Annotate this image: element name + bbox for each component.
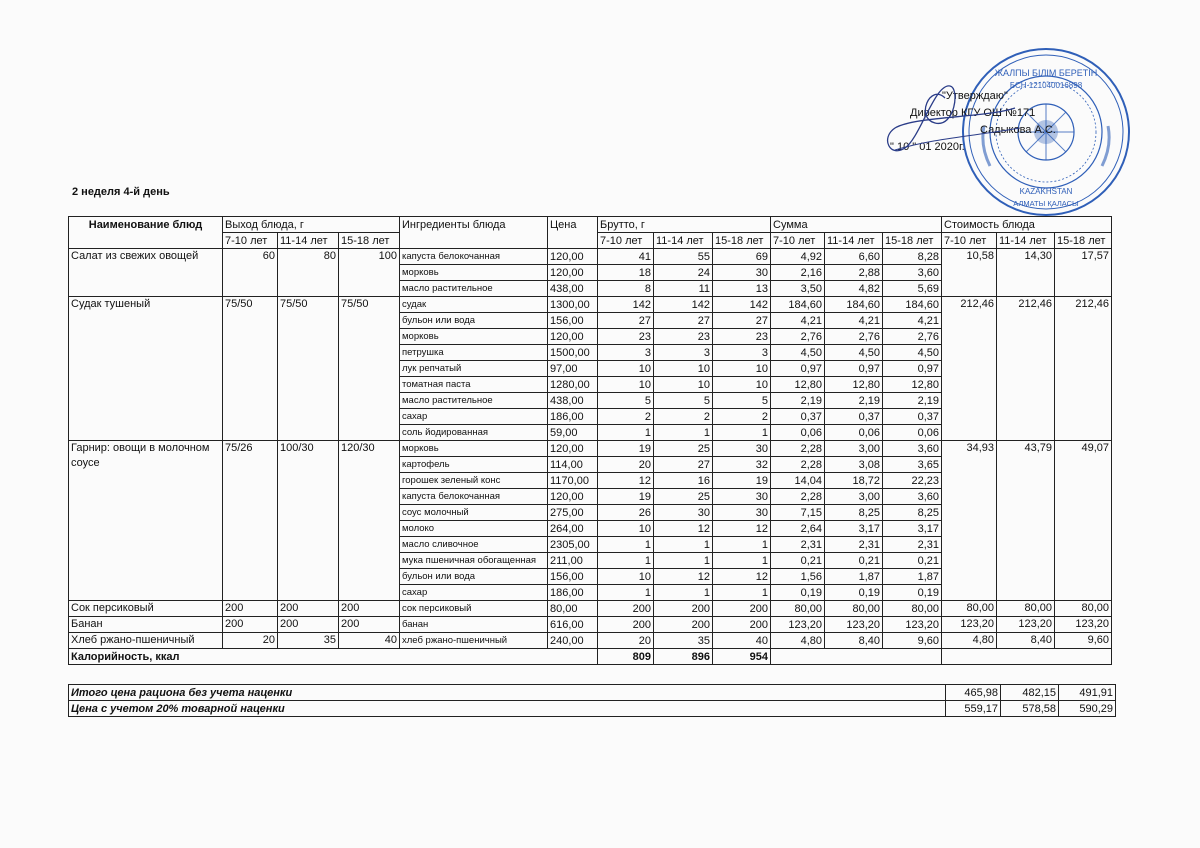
ingredient-price: 616,00 (548, 617, 598, 633)
brutto-value: 11 (654, 281, 713, 297)
dish-cost: 43,79 (997, 441, 1055, 601)
calories-value: 954 (713, 649, 771, 665)
dish-cost: 212,46 (997, 297, 1055, 441)
dish-yield: 120/30 (339, 441, 400, 601)
dish-yield: 200 (223, 617, 278, 633)
sum-value: 4,50 (883, 345, 942, 361)
sum-value: 0,21 (825, 553, 883, 569)
brutto-value: 30 (713, 489, 771, 505)
sum-value: 2,88 (825, 265, 883, 281)
approval-line-2: Директор КГУ ОШ №171 (910, 107, 1036, 119)
brutto-value: 27 (654, 457, 713, 473)
dish-yield: 35 (278, 633, 339, 649)
dish-cost: 212,46 (942, 297, 997, 441)
sum-value: 2,31 (825, 537, 883, 553)
dish-cost: 212,46 (1055, 297, 1112, 441)
sum-value: 0,37 (825, 409, 883, 425)
sum-value: 0,06 (771, 425, 825, 441)
brutto-value: 5 (598, 393, 654, 409)
sum-value: 2,19 (771, 393, 825, 409)
sum-value: 2,64 (771, 521, 825, 537)
sum-value: 4,80 (771, 633, 825, 649)
sum-value: 14,04 (771, 473, 825, 489)
ingredient-price: 156,00 (548, 569, 598, 585)
sum-value: 12,80 (771, 377, 825, 393)
ingredient-price: 120,00 (548, 249, 598, 265)
dish-cost: 123,20 (942, 617, 997, 633)
brutto-value: 69 (713, 249, 771, 265)
brutto-value: 25 (654, 441, 713, 457)
header-row-2 (69, 233, 1112, 249)
dish-yield: 200 (339, 617, 400, 633)
col-sum: Сумма (771, 217, 942, 233)
sum-value: 3,17 (825, 521, 883, 537)
sum-value: 6,60 (825, 249, 883, 265)
sum-value: 0,97 (771, 361, 825, 377)
approval-line-3: Садыкова А.С. (980, 124, 1056, 136)
sum-value: 0,19 (771, 585, 825, 601)
ingredient-name: лук репчатый (400, 361, 548, 377)
sum-value: 80,00 (825, 601, 883, 617)
brutto-value: 27 (654, 313, 713, 329)
sum-value: 9,60 (883, 633, 942, 649)
ingredient-name: сок персиковый (400, 601, 548, 617)
brutto-value: 25 (654, 489, 713, 505)
brutto-value: 200 (713, 601, 771, 617)
sum-value: 5,69 (883, 281, 942, 297)
col-ingredients: Ингредиенты блюда (400, 217, 548, 233)
totals-table (68, 684, 1116, 717)
sum-value: 0,97 (883, 361, 942, 377)
sum-value: 3,60 (883, 441, 942, 457)
sum-value: 3,60 (883, 489, 942, 505)
ingredient-name: масло сливочное (400, 537, 548, 553)
ingredient-price: 438,00 (548, 281, 598, 297)
brutto-value: 200 (713, 617, 771, 633)
ingredient-name: капуста белокочанная (400, 249, 548, 265)
brutto-value: 3 (598, 345, 654, 361)
brutto-value: 1 (713, 425, 771, 441)
ingredient-name: морковь (400, 441, 548, 457)
sum-value: 2,19 (883, 393, 942, 409)
dish-cost: 80,00 (997, 601, 1055, 617)
svg-text:ЖАЛПЫ БІЛІМ БЕРЕТІН: ЖАЛПЫ БІЛІМ БЕРЕТІН (994, 68, 1098, 78)
brutto-value: 30 (713, 441, 771, 457)
dish-name: Банан (69, 617, 223, 633)
brutto-value: 1 (598, 553, 654, 569)
table-row (69, 441, 1112, 457)
calories-empty (942, 649, 1112, 665)
brutto-value: 8 (598, 281, 654, 297)
brutto-value: 20 (598, 457, 654, 473)
sum-value: 0,06 (883, 425, 942, 441)
sum-value: 2,31 (883, 537, 942, 553)
ingredient-name: молоко (400, 521, 548, 537)
total-value: 578,58 (1001, 701, 1059, 717)
total-value: 491,91 (1059, 685, 1116, 701)
table-row (69, 601, 1112, 617)
sum-value: 3,65 (883, 457, 942, 473)
brutto-value: 200 (598, 601, 654, 617)
sum-value: 3,60 (883, 265, 942, 281)
cost-age-1: 7-10 лет (942, 233, 997, 249)
col-yield: Выход блюда, г (223, 217, 400, 233)
sum-value: 184,60 (883, 297, 942, 313)
brutto-value: 27 (713, 313, 771, 329)
sum-value: 22,23 (883, 473, 942, 489)
brutto-value: 12 (654, 569, 713, 585)
dish-cost: 80,00 (942, 601, 997, 617)
sum-value: 123,20 (825, 617, 883, 633)
yield-age-2: 11-14 лет (278, 233, 339, 249)
total-value: 590,29 (1059, 701, 1116, 717)
brutto-age-1: 7-10 лет (598, 233, 654, 249)
sum-value: 2,19 (825, 393, 883, 409)
menu-table (68, 216, 1112, 665)
brutto-value: 30 (713, 505, 771, 521)
ingredient-price: 59,00 (548, 425, 598, 441)
ingredient-price: 211,00 (548, 553, 598, 569)
dish-yield: 20 (223, 633, 278, 649)
ingredient-price: 1280,00 (548, 377, 598, 393)
ingredient-name: судак (400, 297, 548, 313)
brutto-value: 19 (713, 473, 771, 489)
ingredient-name: сахар (400, 585, 548, 601)
sum-value: 4,21 (883, 313, 942, 329)
table-row (69, 633, 1112, 649)
ingredient-price: 120,00 (548, 441, 598, 457)
total-label: Итого цена рациона без учета наценки (69, 685, 946, 701)
sum-value: 0,19 (883, 585, 942, 601)
calories-value: 896 (654, 649, 713, 665)
sum-value: 8,28 (883, 249, 942, 265)
sum-value: 1,87 (825, 569, 883, 585)
brutto-value: 19 (598, 441, 654, 457)
brutto-value: 1 (713, 537, 771, 553)
sum-value: 2,76 (825, 329, 883, 345)
total-value: 559,17 (946, 701, 1001, 717)
brutto-value: 26 (598, 505, 654, 521)
calories-label: Калорийность, ккал (69, 649, 598, 665)
ingredient-price: 438,00 (548, 393, 598, 409)
sum-value: 4,50 (825, 345, 883, 361)
ingredient-name: мука пшеничная обогащенная (400, 553, 548, 569)
dish-cost: 9,60 (1055, 633, 1112, 649)
brutto-value: 12 (713, 569, 771, 585)
brutto-value: 16 (654, 473, 713, 489)
ingredient-price: 80,00 (548, 601, 598, 617)
dish-yield: 100 (339, 249, 400, 297)
sum-value: 3,08 (825, 457, 883, 473)
dish-yield: 40 (339, 633, 400, 649)
ingredient-name: банан (400, 617, 548, 633)
ingredient-name: бульон или вода (400, 569, 548, 585)
sum-value: 4,92 (771, 249, 825, 265)
brutto-value: 142 (713, 297, 771, 313)
brutto-value: 1 (598, 585, 654, 601)
dish-cost: 8,40 (997, 633, 1055, 649)
sum-value: 2,28 (771, 457, 825, 473)
ingredient-price: 264,00 (548, 521, 598, 537)
sum-value: 80,00 (771, 601, 825, 617)
sum-value: 2,76 (771, 329, 825, 345)
brutto-value: 20 (598, 633, 654, 649)
ingredient-name: капуста белокочанная (400, 489, 548, 505)
brutto-value: 32 (713, 457, 771, 473)
dish-yield: 75/26 (223, 441, 278, 601)
ingredient-name: сахар (400, 409, 548, 425)
ingredient-name: томатная паста (400, 377, 548, 393)
brutto-value: 2 (654, 409, 713, 425)
dish-cost: 34,93 (942, 441, 997, 601)
brutto-value: 12 (713, 521, 771, 537)
brutto-value: 10 (654, 377, 713, 393)
dish-cost: 4,80 (942, 633, 997, 649)
svg-text:АЛМАТЫ ҚАЛАСЫ: АЛМАТЫ ҚАЛАСЫ (1013, 199, 1079, 208)
brutto-value: 142 (654, 297, 713, 313)
brutto-value: 1 (654, 553, 713, 569)
col-dish: Наименование блюд (69, 217, 223, 233)
brutto-value: 10 (598, 377, 654, 393)
dish-name: Хлеб ржано-пшеничный (69, 633, 223, 649)
yield-age-1: 7-10 лет (223, 233, 278, 249)
brutto-value: 10 (713, 361, 771, 377)
brutto-value: 5 (713, 393, 771, 409)
ingredient-name: масло растительное (400, 393, 548, 409)
sum-value: 0,21 (771, 553, 825, 569)
sum-value: 7,15 (771, 505, 825, 521)
brutto-value: 18 (598, 265, 654, 281)
sum-value: 12,80 (883, 377, 942, 393)
col-brutto: Брутто, г (598, 217, 771, 233)
sum-value: 1,87 (883, 569, 942, 585)
ingredient-price: 186,00 (548, 585, 598, 601)
ingredient-price: 275,00 (548, 505, 598, 521)
sum-value: 8,25 (883, 505, 942, 521)
cost-age-2: 11-14 лет (997, 233, 1055, 249)
brutto-value: 1 (713, 585, 771, 601)
dish-cost: 123,20 (997, 617, 1055, 633)
dish-name: Судак тушеный (69, 297, 223, 441)
sum-age-2: 11-14 лет (825, 233, 883, 249)
dish-name: Гарнир: овощи в молочном соусе (69, 441, 223, 601)
brutto-value: 10 (598, 521, 654, 537)
brutto-value: 1 (654, 537, 713, 553)
sum-value: 2,28 (771, 489, 825, 505)
brutto-value: 10 (598, 569, 654, 585)
brutto-value: 1 (713, 553, 771, 569)
sum-age-3: 15-18 лет (883, 233, 942, 249)
ingredient-price: 114,00 (548, 457, 598, 473)
dish-cost: 17,57 (1055, 249, 1112, 297)
total-value: 465,98 (946, 685, 1001, 701)
dish-name: Салат из свежих овощей (69, 249, 223, 297)
ingredient-price: 1170,00 (548, 473, 598, 489)
yield-age-3: 15-18 лет (339, 233, 400, 249)
brutto-value: 40 (713, 633, 771, 649)
sum-value: 4,50 (771, 345, 825, 361)
ingredient-price: 156,00 (548, 313, 598, 329)
dish-yield: 200 (278, 617, 339, 633)
dish-yield: 200 (339, 601, 400, 617)
dish-yield: 200 (278, 601, 339, 617)
brutto-value: 1 (654, 425, 713, 441)
sum-value: 12,80 (825, 377, 883, 393)
brutto-value: 3 (713, 345, 771, 361)
col-cost: Стоимость блюда (942, 217, 1112, 233)
dish-cost: 49,07 (1055, 441, 1112, 601)
table-row (69, 617, 1112, 633)
ingredient-price: 120,00 (548, 329, 598, 345)
approval-line-1: "Утверждаю" (942, 90, 1008, 102)
table-row (69, 249, 1112, 265)
ingredient-name: картофель (400, 457, 548, 473)
ingredient-name: бульон или вода (400, 313, 548, 329)
dish-cost: 10,58 (942, 249, 997, 297)
brutto-value: 5 (654, 393, 713, 409)
sum-value: 18,72 (825, 473, 883, 489)
total-row (69, 685, 1116, 701)
dish-yield: 75/50 (339, 297, 400, 441)
brutto-value: 12 (654, 521, 713, 537)
brutto-value: 200 (654, 601, 713, 617)
brutto-value: 13 (713, 281, 771, 297)
brutto-value: 10 (654, 361, 713, 377)
calories-empty (771, 649, 942, 665)
sum-value: 3,50 (771, 281, 825, 297)
brutto-value: 35 (654, 633, 713, 649)
brutto-value: 24 (654, 265, 713, 281)
brutto-value: 41 (598, 249, 654, 265)
sum-value: 0,21 (883, 553, 942, 569)
brutto-value: 19 (598, 489, 654, 505)
sum-value: 3,00 (825, 489, 883, 505)
brutto-value: 200 (598, 617, 654, 633)
dish-yield: 60 (223, 249, 278, 297)
brutto-value: 30 (713, 265, 771, 281)
ingredient-price: 186,00 (548, 409, 598, 425)
sum-value: 123,20 (771, 617, 825, 633)
ingredient-price: 2305,00 (548, 537, 598, 553)
ingredient-name: горошек зеленый конс (400, 473, 548, 489)
dish-cost: 14,30 (997, 249, 1055, 297)
dish-yield: 100/30 (278, 441, 339, 601)
ingredient-name: масло растительное (400, 281, 548, 297)
ingredient-name: соус молочный (400, 505, 548, 521)
ingredient-price: 1500,00 (548, 345, 598, 361)
approval-line-4: " 10 " 01 2020г. (890, 141, 965, 153)
brutto-value: 12 (598, 473, 654, 489)
brutto-value: 1 (598, 537, 654, 553)
dish-yield: 200 (223, 601, 278, 617)
header-row-1 (69, 217, 1112, 233)
col-price: Цена (548, 217, 598, 233)
total-value: 482,15 (1001, 685, 1059, 701)
dish-name: Сок персиковый (69, 601, 223, 617)
brutto-value: 10 (713, 377, 771, 393)
cost-age-3: 15-18 лет (1055, 233, 1112, 249)
sum-value: 3,17 (883, 521, 942, 537)
brutto-value: 23 (713, 329, 771, 345)
sum-value: 0,37 (771, 409, 825, 425)
sum-value: 2,76 (883, 329, 942, 345)
calories-value: 809 (598, 649, 654, 665)
ingredient-price: 120,00 (548, 265, 598, 281)
sum-value: 4,82 (825, 281, 883, 297)
calories-row (69, 649, 1112, 665)
brutto-value: 10 (598, 361, 654, 377)
brutto-value: 3 (654, 345, 713, 361)
dish-yield: 75/50 (278, 297, 339, 441)
sum-value: 4,21 (771, 313, 825, 329)
brutto-value: 27 (598, 313, 654, 329)
ingredient-name: петрушка (400, 345, 548, 361)
brutto-value: 1 (654, 585, 713, 601)
sum-value: 0,19 (825, 585, 883, 601)
brutto-age-3: 15-18 лет (713, 233, 771, 249)
total-row (69, 701, 1116, 717)
sum-value: 80,00 (883, 601, 942, 617)
sum-value: 184,60 (771, 297, 825, 313)
svg-text:БСН 121040016898: БСН 121040016898 (1009, 81, 1083, 90)
ingredient-name: хлеб ржано-пшеничный (400, 633, 548, 649)
table-row (69, 297, 1112, 313)
brutto-value: 23 (598, 329, 654, 345)
total-label: Цена с учетом 20% товарной наценки (69, 701, 946, 717)
brutto-value: 23 (654, 329, 713, 345)
sum-value: 0,37 (883, 409, 942, 425)
brutto-value: 55 (654, 249, 713, 265)
sum-value: 1,56 (771, 569, 825, 585)
brutto-value: 2 (713, 409, 771, 425)
ingredient-name: морковь (400, 265, 548, 281)
dish-cost: 123,20 (1055, 617, 1112, 633)
ingredient-name: морковь (400, 329, 548, 345)
dish-yield: 75/50 (223, 297, 278, 441)
brutto-value: 200 (654, 617, 713, 633)
day-title: 2 неделя 4-й день (72, 186, 170, 198)
sum-value: 123,20 (883, 617, 942, 633)
brutto-value: 142 (598, 297, 654, 313)
dish-yield: 80 (278, 249, 339, 297)
sum-value: 2,28 (771, 441, 825, 457)
brutto-value: 1 (598, 425, 654, 441)
ingredient-price: 97,00 (548, 361, 598, 377)
ingredient-name: соль йодированная (400, 425, 548, 441)
brutto-age-2: 11-14 лет (654, 233, 713, 249)
signature (875, 78, 1025, 168)
sum-value: 2,31 (771, 537, 825, 553)
ingredient-price: 240,00 (548, 633, 598, 649)
brutto-value: 2 (598, 409, 654, 425)
ingredient-price: 120,00 (548, 489, 598, 505)
sum-value: 184,60 (825, 297, 883, 313)
sum-value: 8,25 (825, 505, 883, 521)
sum-age-1: 7-10 лет (771, 233, 825, 249)
sum-value: 8,40 (825, 633, 883, 649)
sum-value: 2,16 (771, 265, 825, 281)
ingredient-price: 1300,00 (548, 297, 598, 313)
sum-value: 0,06 (825, 425, 883, 441)
sum-value: 0,97 (825, 361, 883, 377)
brutto-value: 30 (654, 505, 713, 521)
sum-value: 3,00 (825, 441, 883, 457)
dish-cost: 80,00 (1055, 601, 1112, 617)
sum-value: 4,21 (825, 313, 883, 329)
svg-text:KAZAKHSTAN: KAZAKHSTAN (1019, 187, 1073, 196)
